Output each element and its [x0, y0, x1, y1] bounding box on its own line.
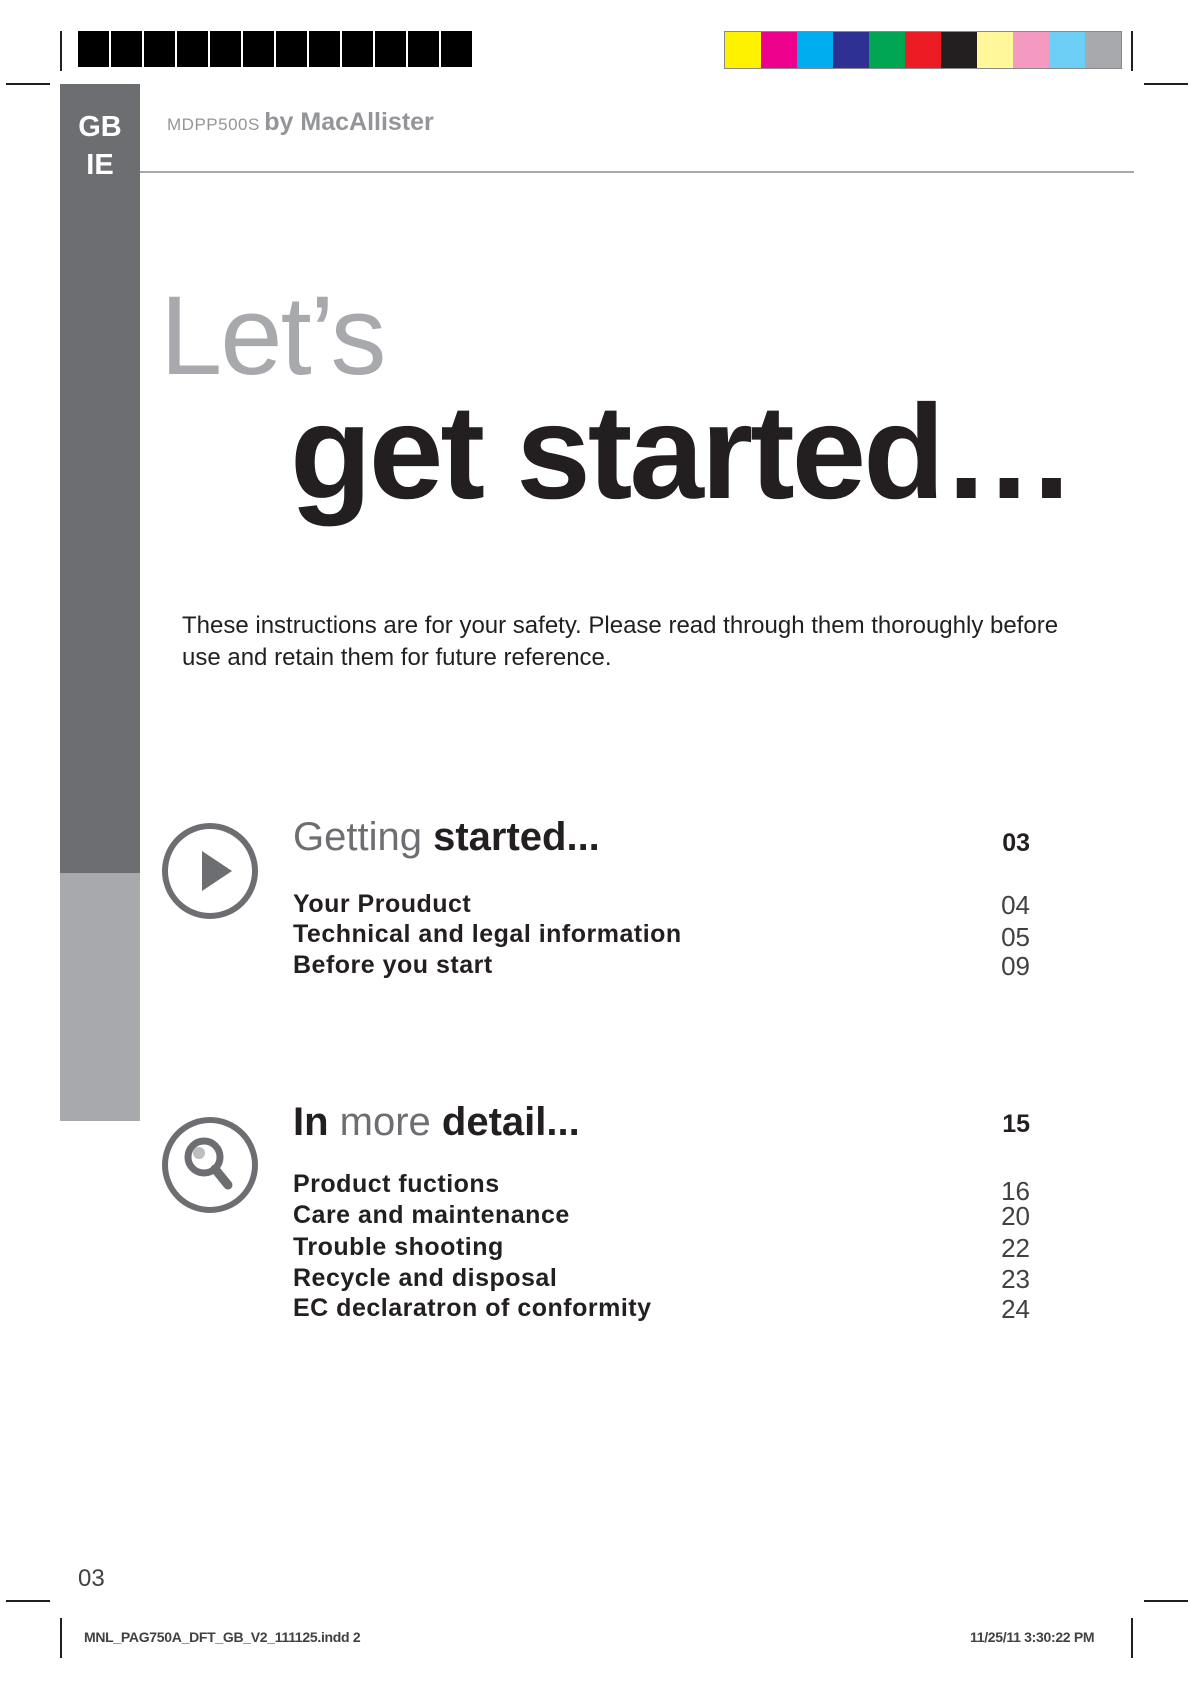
- intro-text: These instructions are for your safety. Please read through them thoroughly before use and retain them for future reference.: [182, 612, 1059, 671]
- toc-entry-page: 23: [1001, 1264, 1030, 1294]
- crop-mark: [6, 1600, 50, 1602]
- toc-entry-page: 20: [1001, 1201, 1030, 1231]
- toc-entry-page: 04: [1001, 890, 1030, 920]
- toc-entry-label: Recycle and disposal: [293, 1264, 558, 1292]
- section-title-getting-started: Getting started...: [293, 815, 600, 859]
- toc-entry-label: Technical and legal information: [293, 920, 682, 948]
- toc-entry-label: Care and maintenance: [293, 1201, 570, 1229]
- crop-mark: [60, 31, 62, 71]
- play-icon: [162, 823, 258, 919]
- print-slug-timestamp: 11/25/11 3:30:22 PM: [970, 1629, 1095, 1645]
- toc-entry[interactable]: [293, 951, 1030, 981]
- color-swatch: [1013, 32, 1049, 68]
- color-swatch: [977, 32, 1013, 68]
- toc-entry[interactable]: [293, 1170, 1030, 1206]
- color-swatch: [869, 32, 905, 68]
- toc-entry-page: 05: [1001, 922, 1030, 952]
- language-code-gb: GB: [78, 111, 122, 143]
- toc-entry[interactable]: [293, 1264, 1030, 1294]
- magnifier-icon: [162, 1117, 258, 1213]
- section-title-in-more-detail: In more detail...: [293, 1100, 580, 1144]
- color-swatch: [905, 32, 941, 68]
- registration-strip: [78, 31, 472, 67]
- toc-entry[interactable]: [293, 1201, 1030, 1231]
- toc-entry-page: 24: [1001, 1294, 1030, 1324]
- color-swatch: [1049, 32, 1085, 68]
- side-bar-light: [60, 873, 140, 1121]
- section-page-number: 03: [1002, 829, 1030, 857]
- print-slug-file: MNL_PAG750A_DFT_GB_V2_111125.indd 2: [84, 1629, 361, 1645]
- toc-entry-page: 16: [1001, 1176, 1030, 1206]
- side-bar-dark: [60, 84, 140, 873]
- color-swatch: [725, 32, 761, 68]
- toc-entry-label: Your Prouduct: [293, 890, 472, 918]
- color-swatch: [1085, 32, 1121, 68]
- model-number: MDPP500S: [167, 115, 260, 134]
- crop-mark: [1131, 31, 1133, 71]
- toc-entry[interactable]: [293, 920, 1030, 952]
- color-swatch: [797, 32, 833, 68]
- crop-mark: [1144, 1600, 1188, 1602]
- section-page-number: 15: [1002, 1110, 1030, 1138]
- color-swatch: [941, 32, 977, 68]
- toc-entry-label: Product fuctions: [293, 1170, 500, 1198]
- toc-entry-page: 22: [1001, 1233, 1030, 1263]
- crop-mark: [6, 83, 50, 85]
- toc-entry-page: 09: [1001, 951, 1030, 981]
- toc-entry-label: Trouble shooting: [293, 1233, 504, 1261]
- toc-entry-label: Before you start: [293, 951, 493, 979]
- toc-entry[interactable]: [293, 1294, 1030, 1324]
- toc-entry-label: EC declaratron of conformity: [293, 1294, 652, 1322]
- page-number: 03: [78, 1565, 105, 1592]
- language-code-ie: IE: [86, 149, 114, 181]
- color-swatch: [833, 32, 869, 68]
- title-lets: Let’s: [160, 273, 385, 398]
- color-swatch: [761, 32, 797, 68]
- header-rule: [140, 171, 1134, 173]
- toc-entry[interactable]: [293, 890, 1030, 920]
- title-get-started: get started…: [290, 378, 1074, 527]
- color-calibration-bar: [724, 31, 1122, 69]
- brand-name: by MacAllister: [264, 108, 434, 136]
- page-header: [167, 108, 434, 137]
- toc-entry[interactable]: [293, 1233, 1030, 1263]
- crop-mark: [1144, 83, 1188, 85]
- crop-mark: [60, 1618, 62, 1658]
- language-tab: [60, 108, 140, 184]
- crop-mark: [1131, 1618, 1133, 1658]
